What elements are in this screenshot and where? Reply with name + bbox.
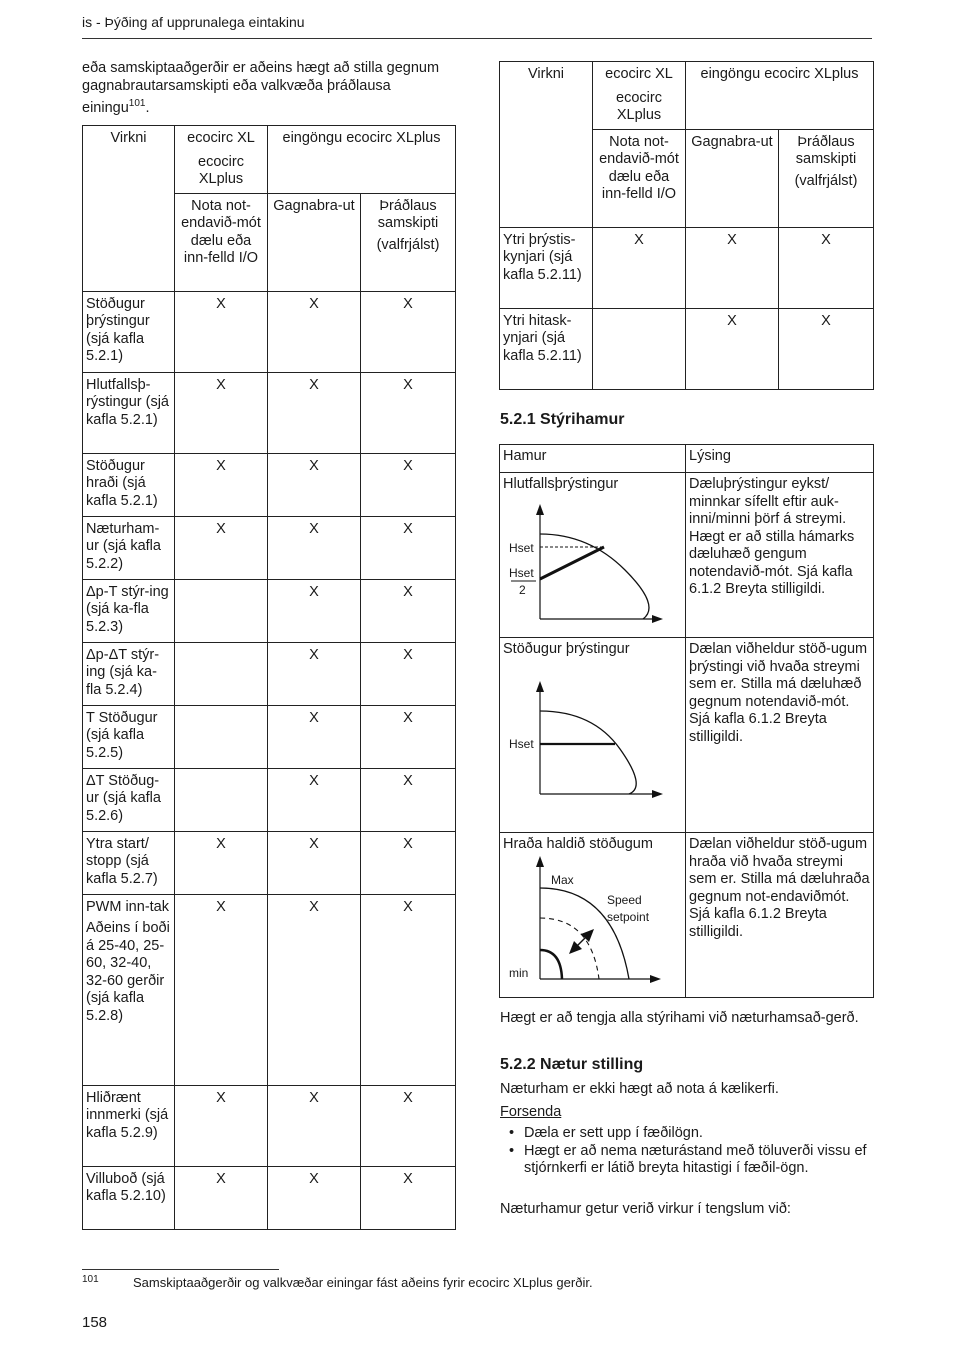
function-name: ΔT Stöðug-ur (sjá kafla 5.2.6) bbox=[83, 768, 175, 831]
cell-ui: X bbox=[175, 894, 268, 1085]
cell-wireless: X bbox=[361, 1085, 456, 1166]
night-mode-connect-text: Hægt er að tengja alla stýrihami við næturhamsað-gerð. bbox=[500, 1010, 859, 1026]
cell-bus: X bbox=[268, 705, 361, 768]
list-item: • Hægt er að nema næturástand með töluverði vissu ef stjórnkerfi er látið breyta hitastigi í fæðil-ögn. bbox=[500, 1143, 880, 1178]
table-row bbox=[83, 453, 456, 516]
col-header-mode: Hamur bbox=[500, 445, 686, 473]
col-header-xlplus-only: eingöngu ecocirc XLplus bbox=[686, 62, 874, 130]
table-row bbox=[83, 579, 456, 642]
table-row bbox=[83, 894, 456, 1085]
table-row bbox=[83, 516, 456, 579]
cell-bus: X bbox=[268, 372, 361, 453]
intro-paragraph: eða samskiptaaðgerðir er aðeins hægt að stilla gegnum gagnabrautarsamskipti eða valkvæða þráðlausa einingu$^{101}$. bbox=[82, 60, 440, 116]
table-row bbox=[83, 642, 456, 705]
cell-bus: X bbox=[268, 1085, 361, 1166]
table-row bbox=[83, 1085, 456, 1166]
function-name: Stöðugur hraði (sjá kafla 5.2.1) bbox=[83, 453, 175, 516]
night-mode-text: Næturham er ekki hægt að nota á kælikerfi. bbox=[500, 1081, 779, 1097]
prerequisite-label: Forsenda bbox=[500, 1104, 562, 1120]
cell-bus: X bbox=[268, 516, 361, 579]
description-cell: Dælan viðheldur stöð-ugum þrýstingi við hvaða streymi sem er. Stilla má dæluhæð gegnum notendavið-mót. Sjá kafla 6.1.2 Breyta stilligildi. bbox=[686, 638, 874, 833]
cell-bus: X bbox=[268, 1166, 361, 1229]
mode-cell bbox=[500, 833, 686, 998]
cell-ui bbox=[175, 642, 268, 705]
cell-bus: X bbox=[268, 831, 361, 894]
cell-ui bbox=[175, 579, 268, 642]
function-name bbox=[83, 894, 175, 1085]
mode-row bbox=[500, 638, 874, 833]
mode-name: Stöðugur þrýstingur bbox=[503, 641, 630, 657]
function-name: Δp-ΔT stýr-ing (sjá ka-fla 5.2.4) bbox=[83, 642, 175, 705]
cell-wireless: X bbox=[361, 579, 456, 642]
footnote-ref: 101 bbox=[128, 98, 146, 109]
min-label: min bbox=[509, 965, 529, 980]
cell-ui: X bbox=[175, 516, 268, 579]
cell-wireless: X bbox=[361, 831, 456, 894]
mode-name: Hlutfallsþrýstingur bbox=[503, 476, 619, 492]
mode-name: Hraða haldið stöðugum bbox=[503, 836, 653, 852]
max-label: Max bbox=[551, 872, 574, 887]
table-row bbox=[83, 705, 456, 768]
cell-ui: X bbox=[175, 372, 268, 453]
function-table-left bbox=[82, 125, 456, 1230]
function-name: Ytra start/ stopp (sjá kafla 5.2.7) bbox=[83, 831, 175, 894]
sub-header-wireless bbox=[361, 193, 456, 291]
wireless-optional: (valfrjálst) bbox=[794, 172, 858, 189]
list-item: • Dæla er sett upp í fæðilögn. bbox=[500, 1125, 880, 1143]
cell-bus: X bbox=[268, 642, 361, 705]
col-header-xl bbox=[593, 62, 686, 130]
cell-ui bbox=[593, 308, 686, 389]
cell-bus: X bbox=[686, 308, 779, 389]
sub-header-ui: Nota not-endavið-mót dælu eða inn-felld I/O bbox=[175, 193, 268, 291]
cell-ui bbox=[175, 705, 268, 768]
cell-wireless: X bbox=[361, 894, 456, 1085]
description-cell: Dæluþrýstingur eykst/ minnkar sífellt eftir auk-inni/minni þörf á streymi. Hægt er að stilla hámarks dæluhæð gengum notendavið-mót. Sjá kafla 6.1.2 Breyta stilligildi. bbox=[686, 473, 874, 638]
pwm-name: PWM inn-tak bbox=[86, 898, 169, 915]
function-name: Ytri hitask-ynjari (sjá kafla 5.2.11) bbox=[500, 308, 593, 389]
cell-wireless: X bbox=[361, 642, 456, 705]
section-heading-521: 5.2.1 Stýrihamur bbox=[500, 411, 625, 428]
function-name: Villuboð (sjá kafla 5.2.10) bbox=[83, 1166, 175, 1229]
col-header-function: Virkni bbox=[500, 62, 593, 228]
cell-wireless: X bbox=[779, 308, 874, 389]
function-name: Δp-T stýr-ing (sjá ka-fla 5.2.3) bbox=[83, 579, 175, 642]
xlplus-label: ecocirc XLplus bbox=[198, 153, 244, 187]
wireless-optional: (valfrjálst) bbox=[376, 236, 440, 253]
cell-ui: X bbox=[175, 453, 268, 516]
table-row bbox=[83, 372, 456, 453]
cell-wireless: X bbox=[361, 453, 456, 516]
cell-wireless: X bbox=[779, 227, 874, 308]
control-mode-table bbox=[499, 444, 874, 998]
cell-bus: X bbox=[268, 453, 361, 516]
page-number: 158 bbox=[82, 1314, 108, 1331]
section-heading-522: 5.2.2 Nætur stilling bbox=[500, 1056, 644, 1073]
col-header-xlplus-only: eingöngu ecocirc XLplus bbox=[268, 126, 456, 194]
cell-ui: X bbox=[175, 831, 268, 894]
description-cell: Dælan viðheldur stöð-ugum hraða við hvaða streymi sem er. Stilla má dæluhraða gegnum not-endaviðmót. Sjá kafla 6.1.2 Breyta stilligildi. bbox=[686, 833, 874, 998]
mode-row bbox=[500, 833, 874, 998]
table-row bbox=[500, 227, 874, 308]
hset-label: Hset bbox=[509, 540, 534, 555]
cell-ui: X bbox=[175, 1085, 268, 1166]
function-name: Hlutfallsþ-rýstingur (sjá kafla 5.2.1) bbox=[83, 372, 175, 453]
table-row bbox=[83, 768, 456, 831]
constant-speed-diagram bbox=[503, 854, 683, 989]
cell-ui: X bbox=[593, 227, 686, 308]
cell-ui: X bbox=[175, 291, 268, 372]
function-table-right bbox=[499, 61, 874, 390]
cell-wireless: X bbox=[361, 768, 456, 831]
cell-wireless: X bbox=[361, 1166, 456, 1229]
cell-bus: X bbox=[268, 579, 361, 642]
xlplus-label: ecocirc XLplus bbox=[616, 89, 662, 123]
wireless-label: Þráðlaus samskipti bbox=[795, 133, 857, 167]
col-header-function: Virkni bbox=[83, 126, 175, 292]
cell-ui: X bbox=[175, 1166, 268, 1229]
constant-pressure-diagram bbox=[503, 659, 683, 824]
wireless-label: Þráðlaus samskipti bbox=[377, 197, 439, 231]
footnote-number: 101 bbox=[82, 1274, 99, 1285]
cell-wireless: X bbox=[361, 291, 456, 372]
pwm-note: Aðeins í boði á 25-40, 25-60, 32-40, 32-60 gerðir (sjá kafla 5.2.8) bbox=[86, 920, 170, 1024]
page-header: is - Þýðing af upprunalega eintakinu bbox=[82, 14, 305, 30]
col-header-xl bbox=[175, 126, 268, 194]
hset-half-label: Hset bbox=[509, 565, 534, 580]
speed-label: Speed bbox=[607, 892, 642, 907]
cell-bus: X bbox=[686, 227, 779, 308]
sub-header-ui: Nota not-endavið-mót dælu eða inn-felld I/O bbox=[593, 129, 686, 227]
intro-text: eða samskiptaaðgerðir er aðeins hægt að stilla gegnum gagnabrautarsamskipti eða valkvæða þráðlausa einingu bbox=[82, 60, 440, 116]
footnote-text: Samskiptaaðgerðir og valkvæðar einingar fást aðeins fyrir ecocirc XLplus gerðir. bbox=[133, 1275, 593, 1290]
function-name: Hliðrænt innmerki (sjá kafla 5.2.9) bbox=[83, 1085, 175, 1166]
cell-wireless: X bbox=[361, 516, 456, 579]
table-row bbox=[83, 291, 456, 372]
sub-header-wireless bbox=[779, 129, 874, 227]
footnote-rule bbox=[82, 1269, 279, 1270]
prerequisite-list bbox=[500, 1125, 880, 1178]
cell-bus: X bbox=[268, 291, 361, 372]
cell-ui bbox=[175, 768, 268, 831]
table-row bbox=[83, 1166, 456, 1229]
table-row bbox=[500, 308, 874, 389]
mode-cell bbox=[500, 473, 686, 638]
cell-wireless: X bbox=[361, 705, 456, 768]
table-row bbox=[83, 831, 456, 894]
hset-label: Hset bbox=[509, 736, 534, 751]
function-name: Næturham-ur (sjá kafla 5.2.2) bbox=[83, 516, 175, 579]
sub-header-bus: Gagnabra-ut bbox=[268, 193, 361, 291]
function-name: T Stöðugur (sjá kafla 5.2.5) bbox=[83, 705, 175, 768]
proportional-pressure-diagram bbox=[503, 494, 683, 629]
mode-row bbox=[500, 473, 874, 638]
col-header-description: Lýsing bbox=[686, 445, 874, 473]
cell-bus: X bbox=[268, 768, 361, 831]
cell-wireless: X bbox=[361, 372, 456, 453]
xl-label: ecocirc XL bbox=[187, 130, 255, 146]
function-name: Stöðugur þrýstingur (sjá kafla 5.2.1) bbox=[83, 291, 175, 372]
cell-bus: X bbox=[268, 894, 361, 1085]
header-rule bbox=[82, 38, 872, 39]
xl-label: ecocirc XL bbox=[605, 66, 673, 82]
night-mode-closing: Næturhamur getur verið virkur í tengslum við: bbox=[500, 1201, 791, 1217]
hset-half-denominator: 2 bbox=[519, 582, 526, 597]
mode-cell bbox=[500, 638, 686, 833]
sub-header-bus: Gagnabra-ut bbox=[686, 129, 779, 227]
setpoint-label: setpoint bbox=[607, 909, 650, 924]
function-name: Ytri þrýstis-kynjari (sjá kafla 5.2.11) bbox=[500, 227, 593, 308]
